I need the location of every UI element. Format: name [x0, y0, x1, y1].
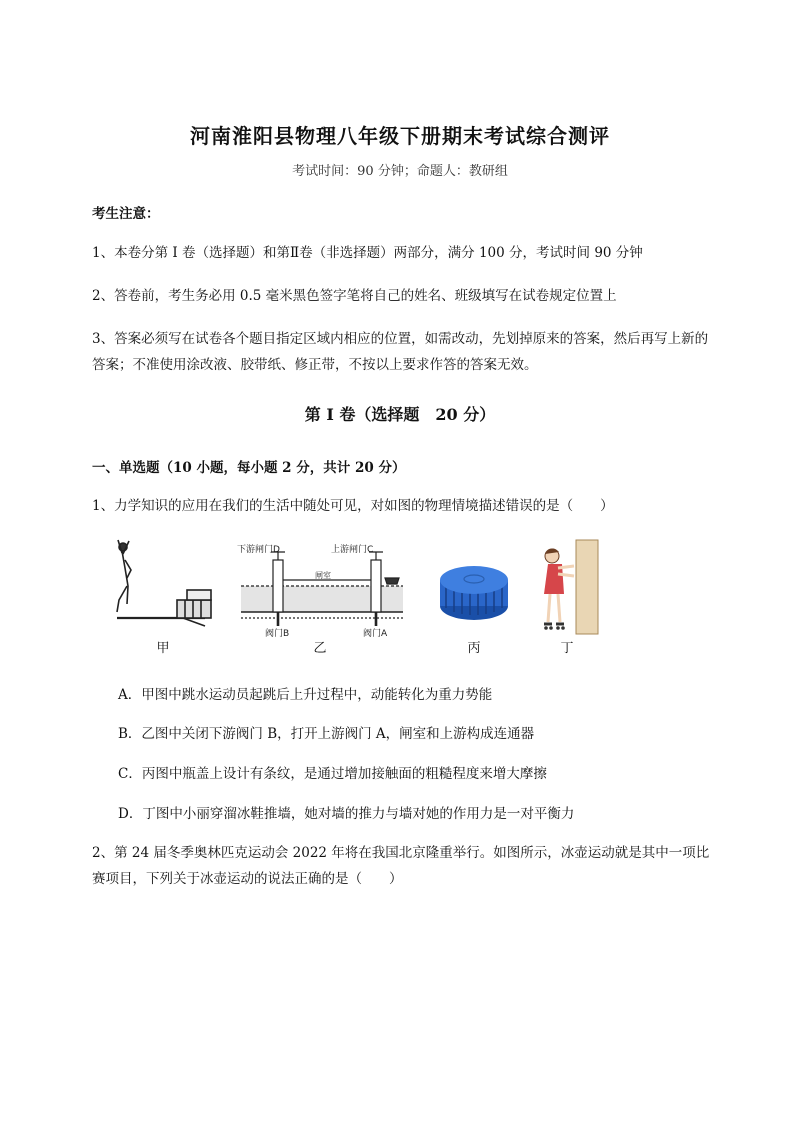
part-heading: 一、单选题（10 小题，每小题 2 分，共计 20 分）	[92, 460, 406, 476]
notice-heading: 考生注意：	[92, 206, 160, 222]
label-lock-chamber: 闸室	[315, 571, 331, 580]
figure-caption-yi: 乙	[313, 641, 327, 656]
question-1-option-d[interactable]: D．丁图中小丽穿溜冰鞋推墙，她对墙的推力与墙对她的作用力是一对平衡力	[118, 806, 575, 822]
question-2-stem: 2、第 24 届冬季奥林匹克运动会 2022 年将在我国北京隆重举行。如图所示，冰壶运动就是其中一项比赛项目，下列关于冰壶运动的说法正确的是（ ）	[92, 845, 710, 887]
figure-caption-bing: 丙	[467, 641, 481, 656]
question-1-stem: 1、力学知识的应用在我们的生活中随处可见，对如图的物理情境描述错误的是（ ）	[92, 498, 614, 514]
label-valve-a: 阀门A	[363, 629, 388, 638]
figure-jia-diver	[105, 538, 215, 638]
notice-item-1: 1、本卷分第 I 卷（选择题）和第Ⅱ卷（非选择题）两部分，满分 100 分，考试时间 90 分钟	[92, 245, 643, 261]
figure-caption-jia: 甲	[156, 641, 170, 656]
notice-item-3: 3、答案必须写在试卷各个题目指定区域内相应的位置，如需改动，先划掉原来的答案，然后再写上新的答案；不准使用涂改液、胶带纸、修正带，不按以上要求作答的答案无效。	[92, 331, 709, 373]
figure-yi-ship-lock	[235, 538, 410, 638]
exam-info: 考试时间：90 分钟；命题人：教研组	[292, 164, 508, 179]
question-1-option-b[interactable]: B．乙图中关闭下游阀门 B，打开上游阀门 A，闸室和上游构成连通器	[118, 726, 535, 742]
label-downstream-gate: 下游闸门D	[237, 545, 280, 555]
figure-ding-girl-pushing-wall	[530, 538, 600, 638]
figure-caption-ding: 丁	[560, 641, 574, 656]
section-title: 第 I 卷（选择题 20 分）	[304, 405, 496, 424]
page-title: 河南淮阳县物理八年级下册期末考试综合测评	[190, 124, 610, 148]
label-valve-b: 阀门B	[265, 629, 290, 638]
question-1-option-c[interactable]: C．丙图中瓶盖上设计有条纹，是通过增加接触面的粗糙程度来增大摩擦	[118, 766, 547, 782]
question-1-option-a[interactable]: A．甲图中跳水运动员起跳后上升过程中，动能转化为重力势能	[118, 687, 493, 703]
label-upstream-gate: 上游闸门C	[331, 545, 374, 555]
figure-bing-bottle-cap	[434, 560, 514, 628]
notice-item-2: 2、答卷前，考生务必用 0.5 毫米黑色签字笔将自己的姓名、班级填写在试卷规定位置上	[92, 288, 617, 304]
